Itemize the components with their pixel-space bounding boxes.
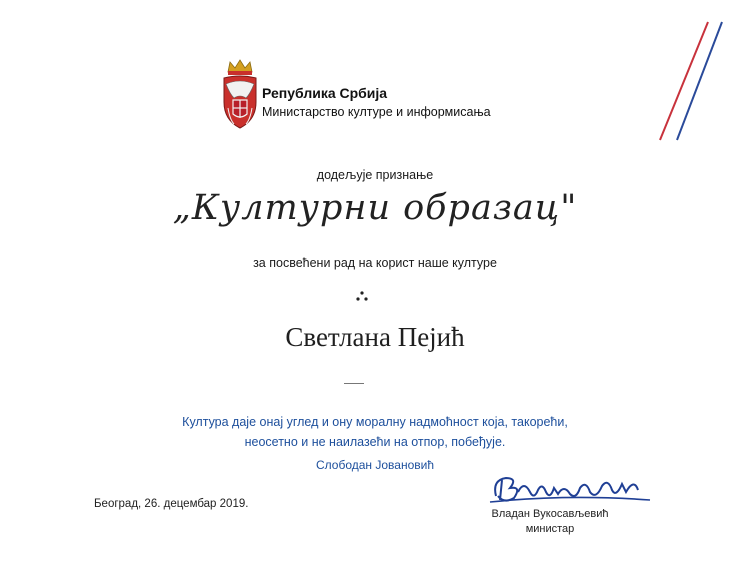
- triple-dot-ornament-icon: [355, 290, 369, 302]
- award-purpose: за посвећени рад на корист наше културе: [253, 256, 497, 270]
- ministry-name: Министарство културе и информисања: [262, 105, 491, 119]
- handwritten-signature: [488, 470, 658, 510]
- quote-line-1: Култура даје онај углед и ону моралну надмоћност која, такорећи,: [182, 415, 568, 429]
- signer-block: [460, 507, 640, 537]
- divider-dash: [344, 383, 364, 384]
- recipient-name: Светлана Пејић: [285, 322, 465, 352]
- signer-name: Владан Вукосављевић: [491, 508, 609, 520]
- coat-of-arms-icon: [220, 58, 260, 130]
- awards-text: додељује признање: [316, 168, 434, 182]
- award-title: „Културни образац": [172, 188, 578, 228]
- quote-block: [0, 412, 750, 452]
- quote-line-2: неосетно и не наилазећи на отпор, побеђује.: [244, 435, 506, 449]
- issuer-block: [262, 84, 491, 122]
- org-name: Република Србија: [262, 85, 388, 101]
- place-date: Београд, 26. децембар 2019.: [94, 498, 249, 510]
- quote-author: Слободан Јовановић: [315, 458, 435, 472]
- signer-title: министар: [525, 523, 575, 535]
